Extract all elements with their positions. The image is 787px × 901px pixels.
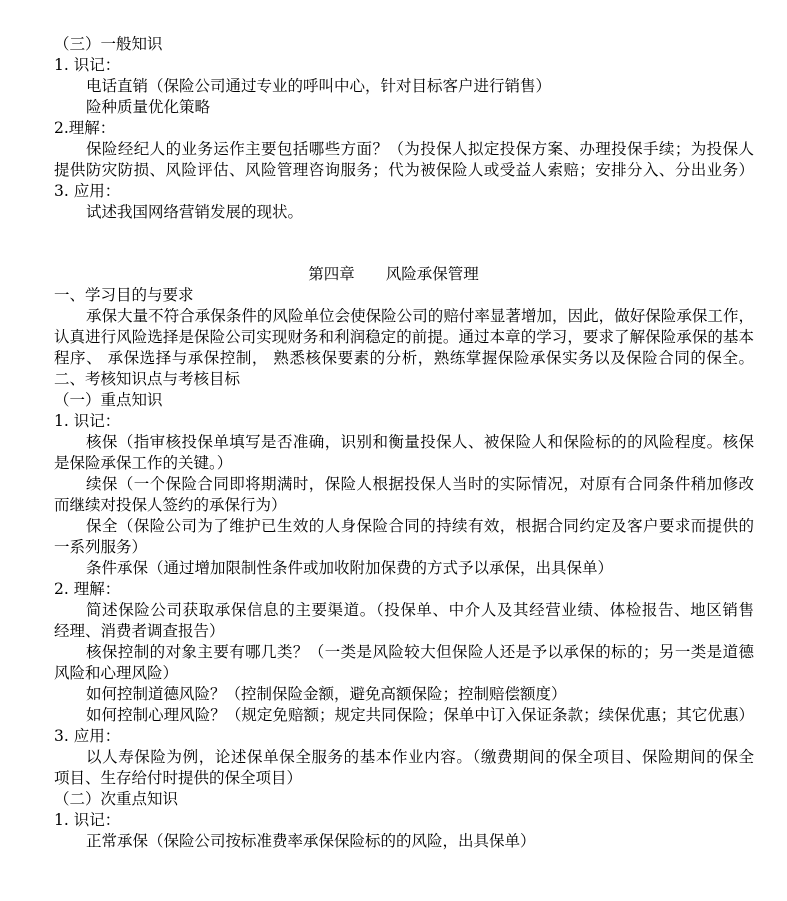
paragraph-line: 程序、 承保选择与承保控制， 熟悉核保要素的分析，熟练掌握保险承保实务以及保险合同的保全。	[54, 349, 754, 367]
section-header: （三）一般知识	[54, 35, 163, 53]
recall-label: 1. 识记：	[54, 412, 121, 430]
understand-label: 2. 理解：	[54, 580, 121, 598]
paragraph-line: 承保大量不符合承保条件的风险单位会使保险公司的赔付率显著增加，因此，做好保险承保工作，	[86, 307, 754, 325]
paragraph-line: 认真进行风险选择是保险公司实现财务和利润稳定的前提。通过本章的学习，要求了解保险承保的基本	[54, 328, 754, 346]
section-header: （二）次重点知识	[54, 790, 179, 808]
paragraph-line: 项目、生存给付时提供的保全项目）	[54, 769, 303, 787]
recall-item: 正常承保（保险公司按标准费率承保保险标的的风险，出具保单）	[86, 832, 536, 850]
recall-label: 1. 识记：	[54, 811, 121, 829]
apply-label: 3. 应用：	[54, 182, 121, 200]
paragraph-line: 而继续对投保人签约的承保行为）	[54, 496, 287, 514]
paragraph-line: 风险和心理风险）	[54, 664, 179, 682]
paragraph-line: 条件承保（通过增加限制性条件或加收附加保费的方式予以承保，出具保单）	[86, 559, 614, 577]
chapter-title: 第四章 风险承保管理	[308, 265, 479, 283]
paragraph-line: 经理、消费者调查报告）	[54, 622, 225, 640]
paragraph-line: 是保险承保工作的关键。）	[54, 454, 233, 472]
paragraph-line: 续保（一个保险合同即将期满时，保险人根据投保人当时的实际情况，对原有合同条件稍加修改	[86, 475, 754, 493]
paragraph-line: 如何控制心理风险？（规定免赔额；规定共同保险；保单中订入保证条款；续保优惠；其它优惠）	[86, 706, 754, 724]
paragraph-line: 保险经纪人的业务运作主要包括哪些方面？（为投保人拟定投保方案、办理投保手续；为投保人	[86, 140, 754, 158]
paragraph-line: 一系列服务）	[54, 538, 148, 556]
apply-label: 3. 应用：	[54, 727, 121, 745]
section-header: （一）重点知识	[54, 391, 163, 409]
paragraph-line: 保全（保险公司为了维护已生效的人身保险合同的持续有效，根据合同约定及客户要求而提供的	[86, 517, 754, 535]
paragraph-line: 核保（指审核投保单填写是否准确，识别和衡量投保人、被保险人和保险标的的风险程度。核保	[86, 433, 754, 451]
part-header: 一、学习目的与要求	[54, 286, 194, 304]
paragraph-line: 简述保险公司获取承保信息的主要渠道。（投保单、中介人及其经营业绩、体检报告、地区销售	[86, 601, 754, 619]
paragraph-line: 如何控制道德风险？（控制保险金额，避免高额保险；控制赔偿额度）	[86, 685, 567, 703]
paragraph-line: 提供防灾防损、风险评估、风险管理咨询服务；代为被保险人或受益人索赔；安排分入、分出业务）	[54, 161, 754, 179]
apply-item: 试述我国网络营销发展的现状。	[86, 203, 304, 221]
understand-label: 2.理解：	[54, 119, 116, 137]
part-header: 二、考核知识点与考核目标	[54, 370, 241, 388]
paragraph-line: 核保控制的对象主要有哪几类？（一类是风险较大但保险人还是予以承保的标的；另一类是道德	[86, 643, 754, 661]
paragraph-line: 以人寿保险为例，论述保单保全服务的基本作业内容。（缴费期间的保全项目、保险期间的保全	[86, 748, 754, 766]
recall-label: 1. 识记：	[54, 56, 121, 74]
recall-item: 电话直销（保险公司通过专业的呼叫中心，针对目标客户进行销售）	[86, 77, 552, 95]
recall-item: 险种质量优化策略	[86, 98, 211, 116]
